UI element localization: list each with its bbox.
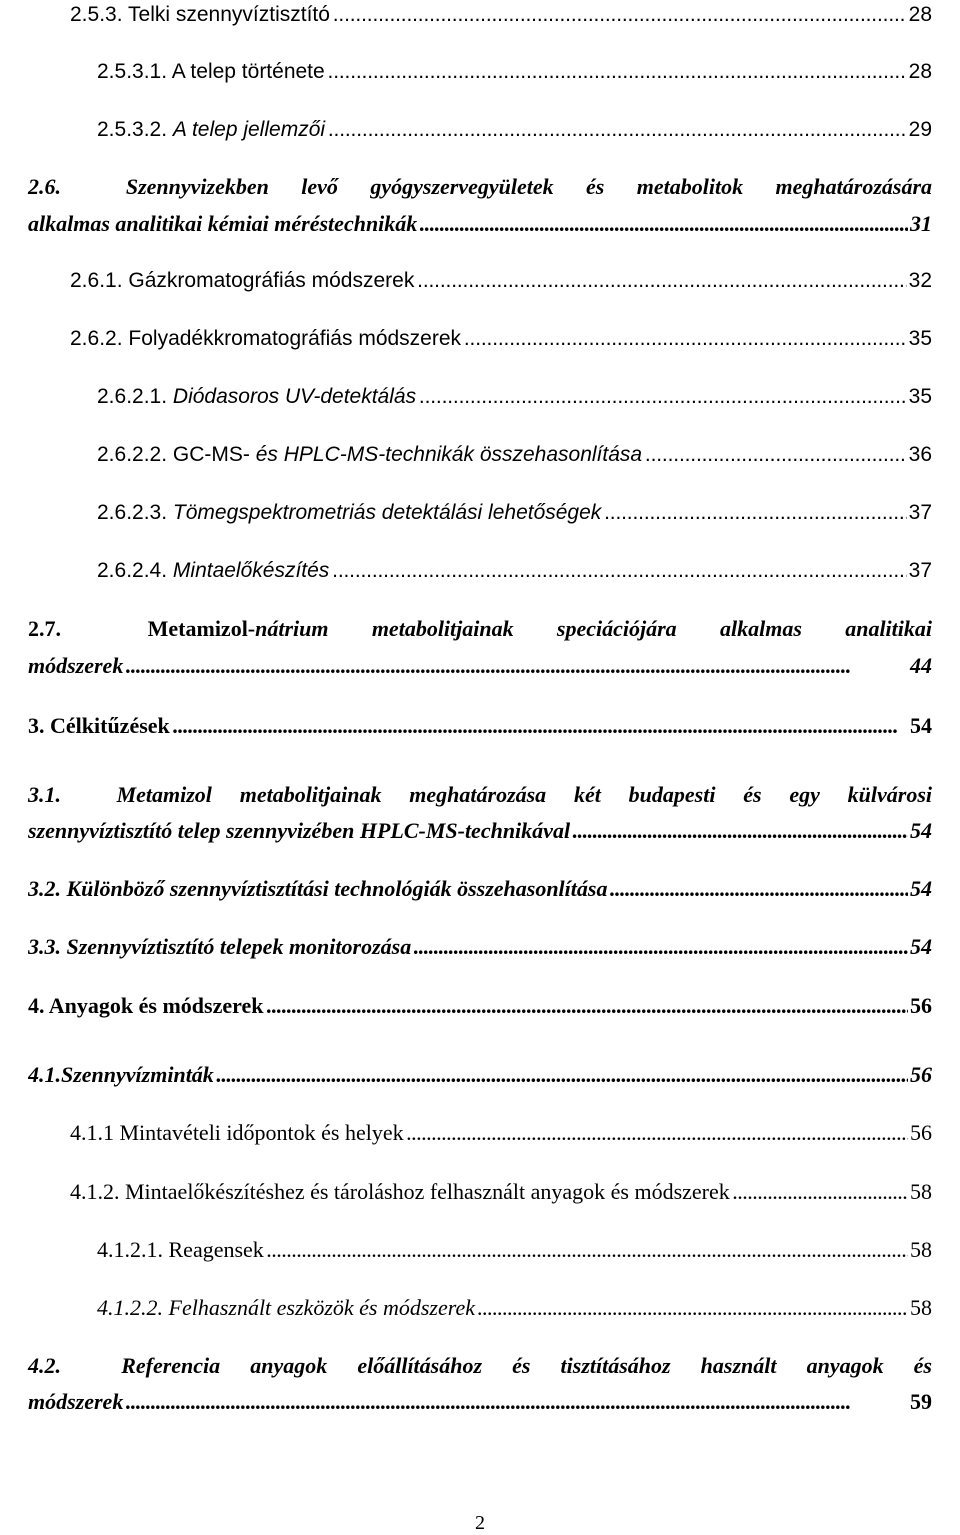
toc-entry-2-6-1[interactable]: 2.6.1. Gázkromatográfiás módszerek . . . 32: [70, 268, 932, 294]
page-number: 28: [908, 60, 932, 83]
page-number: 54: [910, 713, 932, 738]
toc-entry-4-1-2-1[interactable]: 4.1.2.1. Reagensek . . . 58: [97, 1237, 932, 1263]
page-number: 35: [908, 327, 932, 350]
toc-entry-2-5-3-2[interactable]: 2.5.3.2. A telep jellemzői . . . 29: [97, 117, 932, 143]
page-number: 56: [910, 1120, 932, 1145]
page-number: 59: [910, 1389, 932, 1414]
toc-entry-2-6-2-3[interactable]: 2.6.2.3. Tömegspektrometriás detektálási lehetőségek . . . 37: [97, 500, 932, 526]
page-number: 56: [910, 993, 932, 1018]
toc-entry-3-1-line1[interactable]: 3.1. Metamizol metabolitjainak meghatározása két budapesti és egy külvárosi: [28, 782, 932, 807]
page-number: 44: [910, 653, 932, 678]
page-number: 29: [908, 118, 932, 141]
toc-entry-2-5-3-1[interactable]: 2.5.3.1. A telep története . . . 28: [97, 59, 932, 85]
toc-entry-2-6-line2[interactable]: alkalmas analitikai kémiai méréstechnikák . . . 31: [28, 211, 932, 237]
toc-entry-2-7-line1[interactable]: 2.7. Metamizol-nátrium metabolitjainak speciációjára alkalmas analitikai: [28, 616, 933, 641]
toc-entry-3-3[interactable]: 3.3. Szennyvíztisztító telepek monitorozása . . . 54: [28, 934, 932, 960]
toc-entry-4-1[interactable]: 4.1.Szennyvízminták . . . 56: [28, 1062, 932, 1088]
toc-entry-4-2-line1[interactable]: 4.2. Referencia anyagok előállításához és tisztításához használt anyagok és: [28, 1353, 932, 1378]
toc-entry-3[interactable]: 3. Célkitűzések . . . 54: [28, 713, 932, 739]
toc-entry-4-2-line2[interactable]: módszerek . . . 59: [28, 1389, 932, 1415]
page-number: 36: [908, 443, 932, 466]
toc-entry-4-1-2[interactable]: 4.1.2. Mintaelőkészítéshez és tároláshoz felhasznált anyagok és módszerek . . . 58: [70, 1179, 932, 1205]
toc-entry-4-1-2-2[interactable]: 4.1.2.2. Felhasznált eszközök és módszerek . . . 58: [97, 1295, 932, 1321]
page-number: 54: [910, 876, 932, 901]
toc-entry-3-1-line2[interactable]: szennyvíztisztító telep szennyvizében HPLC-MS-technikával . . . 54: [28, 818, 932, 844]
toc-entry-4-1-1[interactable]: 4.1.1 Mintavételi időpontok és helyek . . . 56: [70, 1120, 932, 1146]
page-number: 54: [910, 818, 932, 843]
page-number: 37: [908, 501, 932, 524]
footer-page-number: 2: [475, 1512, 485, 1534]
toc-entry-2-6-2-2[interactable]: 2.6.2.2. GC-MS- és HPLC-MS-technikák összehasonlítása . . . 36: [97, 442, 932, 468]
page-number: 37: [908, 559, 932, 582]
page-number: 35: [908, 385, 932, 408]
toc-entry-2-6-2[interactable]: 2.6.2. Folyadékkromatográfiás módszerek . . . 35: [70, 326, 932, 352]
toc-entry-2-7-line2[interactable]: módszerek . . . 44: [28, 653, 932, 679]
page-number: 58: [910, 1179, 932, 1204]
toc-entry-2-5-3[interactable]: 2.5.3. Telki szennyvíztisztító . . . 28: [70, 2, 932, 28]
page-number: 28: [908, 3, 932, 26]
page-number: 54: [910, 934, 932, 959]
page-number: 56: [910, 1062, 932, 1087]
page-number: 58: [910, 1237, 932, 1262]
toc-entry-2-6-line1[interactable]: 2.6. Szennyvizekben levő gyógyszervegyületek és metabolitok meghatározására: [28, 174, 933, 199]
page-number: 32: [908, 269, 932, 292]
toc-entry-2-6-2-4[interactable]: 2.6.2.4. Mintaelőkészítés . . . 37: [97, 558, 932, 584]
toc-entry-4[interactable]: 4. Anyagok és módszerek . . . 56: [28, 993, 932, 1019]
toc-entry-2-6-2-1[interactable]: 2.6.2.1. Diódasoros UV-detektálás . . . 35: [97, 384, 932, 410]
page-number: 58: [910, 1295, 932, 1320]
page-number: 31: [910, 211, 932, 236]
toc-entry-3-2[interactable]: 3.2. Különböző szennyvíztisztítási technológiák összehasonlítása . . . 54: [28, 876, 932, 902]
